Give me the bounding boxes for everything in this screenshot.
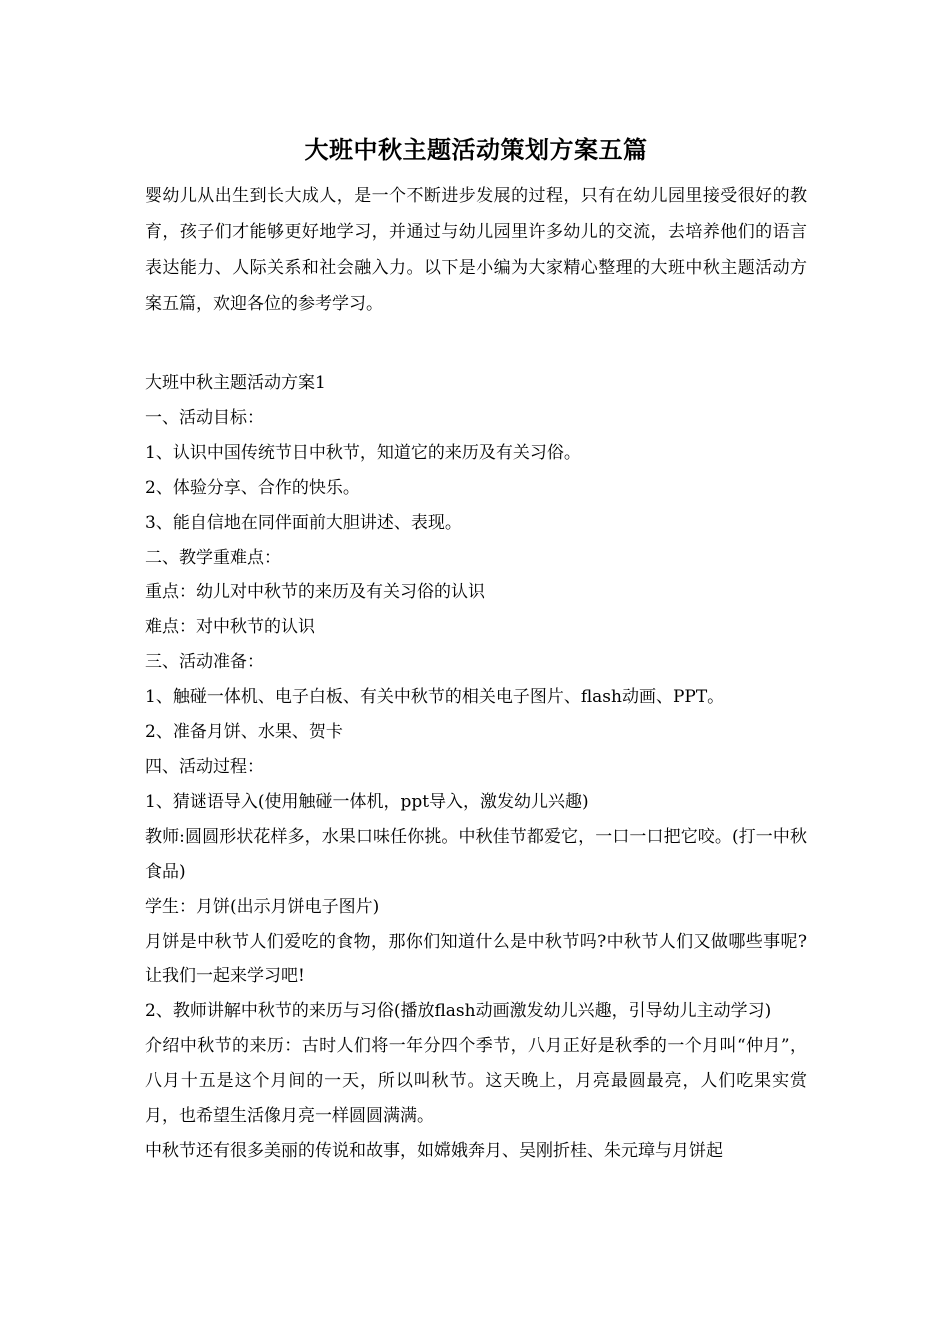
subheading-goals: 一、活动目标： [145,407,264,428]
key-point: 重点：幼儿对中秋节的来历及有关习俗的认识 [145,582,485,603]
difficult-point: 难点：对中秋节的认识 [145,617,315,638]
subheading-key-points: 二、教学重难点： [145,547,281,568]
body-paragraph: 中秋节还有很多美丽的传说和故事，如嫦娥奔月、吴刚折桂、朱元璋与月饼起 [145,1140,723,1161]
list-item: 2、准备月饼、水果、贺卡 [145,722,343,743]
document-page [145,128,807,1169]
paragraph-spacer [145,322,807,366]
subheading-preparation: 三、活动准备： [145,652,264,673]
teacher-riddle: 教师:圆圆形状花样多，水果口味任你挑。中秋佳节都爱它，一口一口把它咬。(打一中秋食品) [145,826,807,882]
document-title: 大班中秋主题活动策划方案五篇 [304,135,648,164]
list-item: 2、体验分享、合作的快乐。 [145,477,360,498]
body-paragraph: 介绍中秋节的来历：古时人们将一年分四个季节，八月正好是秋季的一个月叫“仲月”，八月十五是这个月间的一天，所以叫秋节。这天晚上，月亮最圆最亮，人们吃果实赏月，也希望生活像月亮一样圆圆满满。 [145,1036,807,1127]
list-item: 1、触碰一体机、电子白板、有关中秋节的相关电子图片、flash动画、PPT。 [145,687,725,708]
list-item: 2、教师讲解中秋节的来历与习俗(播放flash动画激发幼儿兴趣，引导幼儿主动学习) [145,1001,772,1022]
subheading-process: 四、活动过程： [145,756,264,777]
list-item: 1、认识中国传统节日中秋节，知道它的来历及有关习俗。 [145,442,581,463]
list-item: 3、能自信地在同伴面前大胆讲述、表现。 [145,512,462,533]
intro-paragraph: 婴幼儿从出生到长大成人，是一个不断进步发展的过程，只有在幼儿园里接受很好的教育，孩子们才能够更好地学习，并通过与幼儿园里许多幼儿的交流，去培养他们的语言表达能力、人际关系和社会融入力。以下是小编为大家精心整理的大班中秋主题活动方案五篇，欢迎各位的参考学习。 [145,186,807,314]
body-paragraph: 月饼是中秋节人们爱吃的食物，那你们知道什么是中秋节吗?中秋节人们又做哪些事呢?让我们一起来学习吧! [145,931,807,987]
list-item: 1、猜谜语导入(使用触碰一体机，ppt导入，激发幼儿兴趣) [145,791,589,812]
section-heading: 大班中秋主题活动方案1 [145,373,326,393]
student-answer: 学生：月饼(出示月饼电子图片) [145,896,380,917]
